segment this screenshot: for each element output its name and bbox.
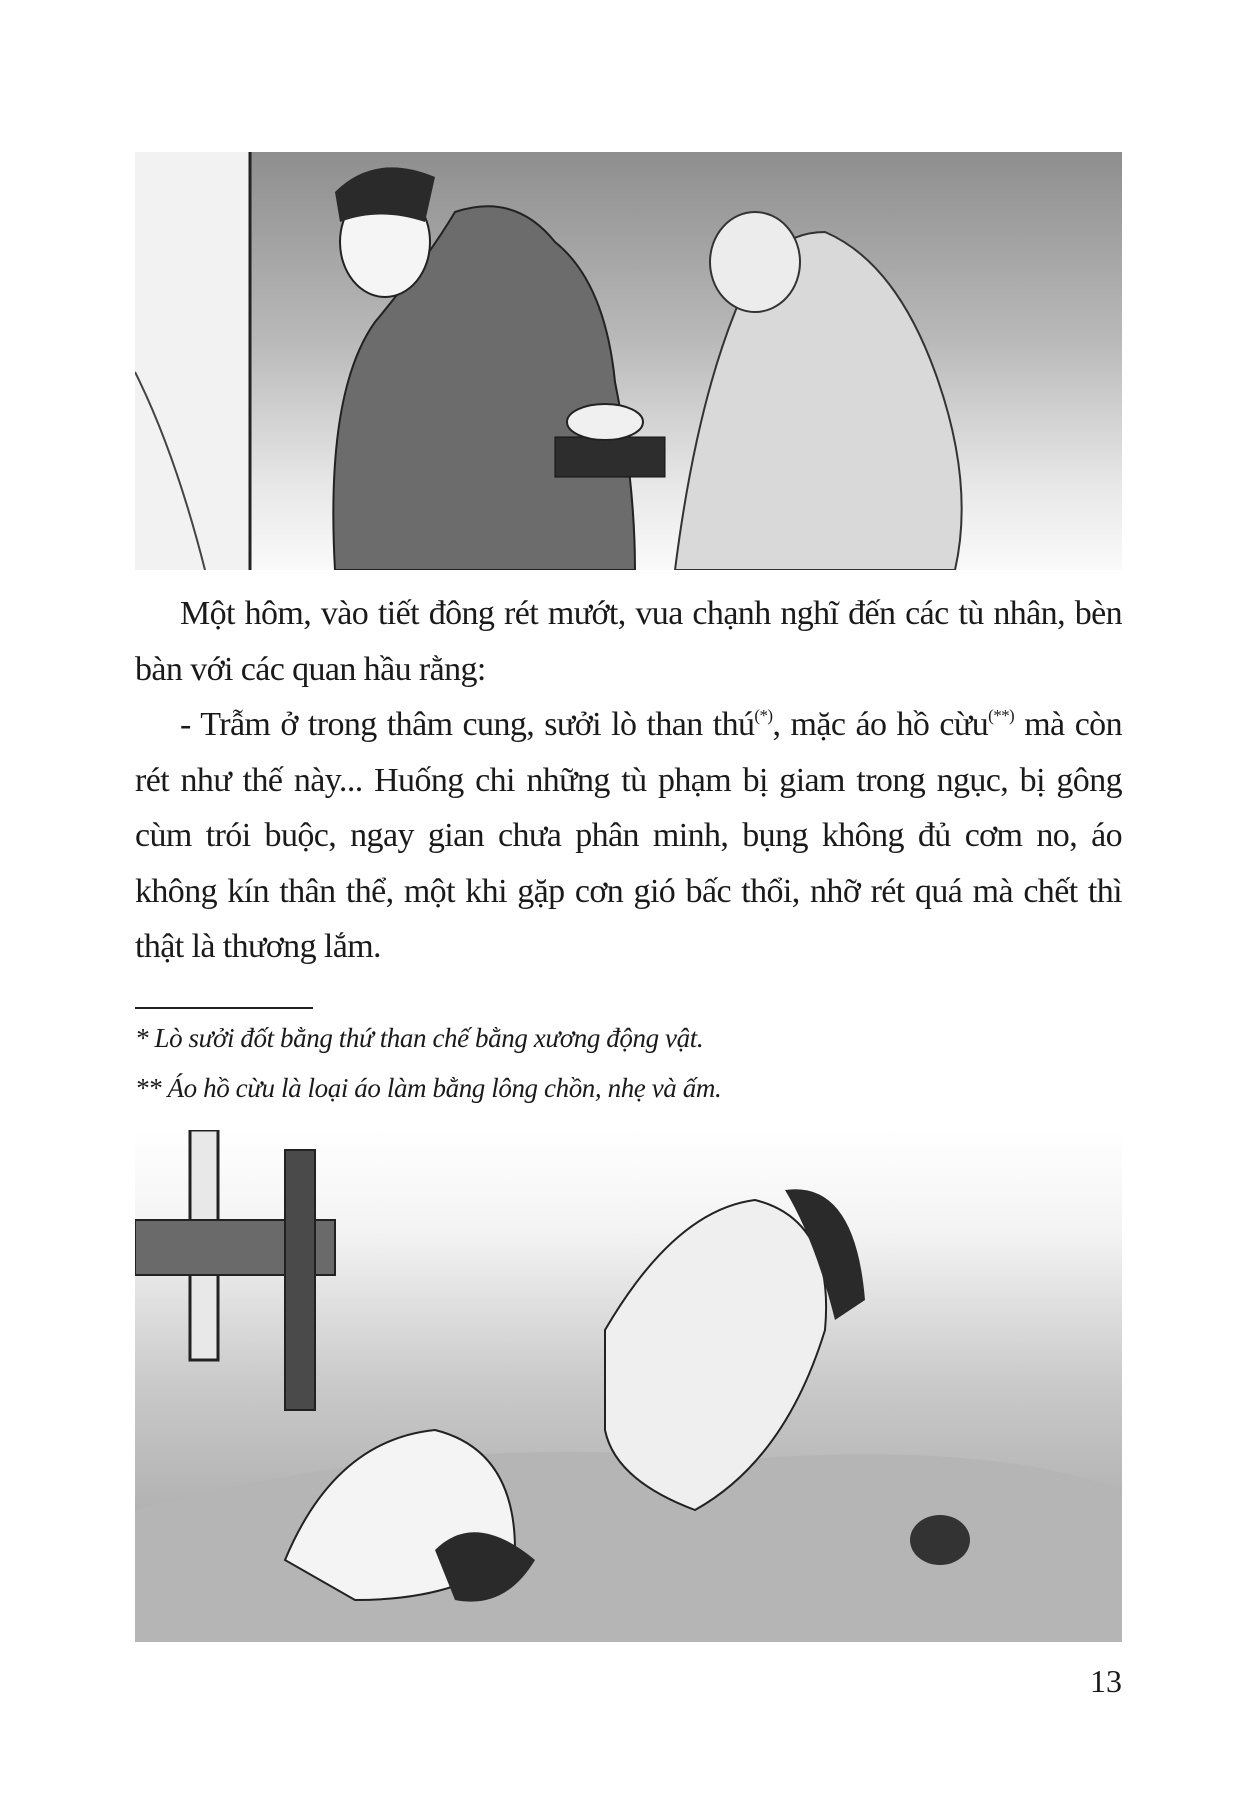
page-number: 13: [1090, 1663, 1122, 1699]
footnotes: [135, 1013, 721, 1113]
paragraph-2: [135, 697, 1122, 975]
footnote-ref-1: (*): [754, 706, 773, 725]
illustration-prisoners: [135, 1130, 1122, 1642]
footnote-2: ** Áo hồ cừu là loại áo làm bằng lông chồn, nhẹ và ấm.: [135, 1073, 722, 1103]
illustration-king-and-servant: [135, 152, 1122, 570]
footnote-divider: [135, 1007, 313, 1009]
paragraph-2-part-b: , mặc áo hồ cừu: [772, 706, 989, 743]
footnote-1: * Lò sưởi đốt bằng thứ than chế bằng xương động vật.: [135, 1023, 704, 1053]
paragraph-1: Một hôm, vào tiết đông rét mướt, vua chạnh nghĩ đến các tù nhân, bèn bàn với các quan hầu rằng:: [135, 595, 1122, 688]
footnote-ref-2: (**): [988, 706, 1015, 725]
paragraph-2-part-c: mà còn rét như thế này... Huống chi những tù phạm bị giam trong ngục, bị gông cùm trói buộc, ngay gian chưa phân minh, bụng không đủ cơm no, áo không kín thân thể, một khi gặp cơn gió bấc thổi, nhỡ rét quá mà chết thì thật là thương lắm.: [135, 706, 1122, 965]
story-text: [135, 586, 1122, 975]
paragraph-2-part-a: - Trẫm ở trong thâm cung, sưởi lò than thú: [180, 706, 755, 743]
